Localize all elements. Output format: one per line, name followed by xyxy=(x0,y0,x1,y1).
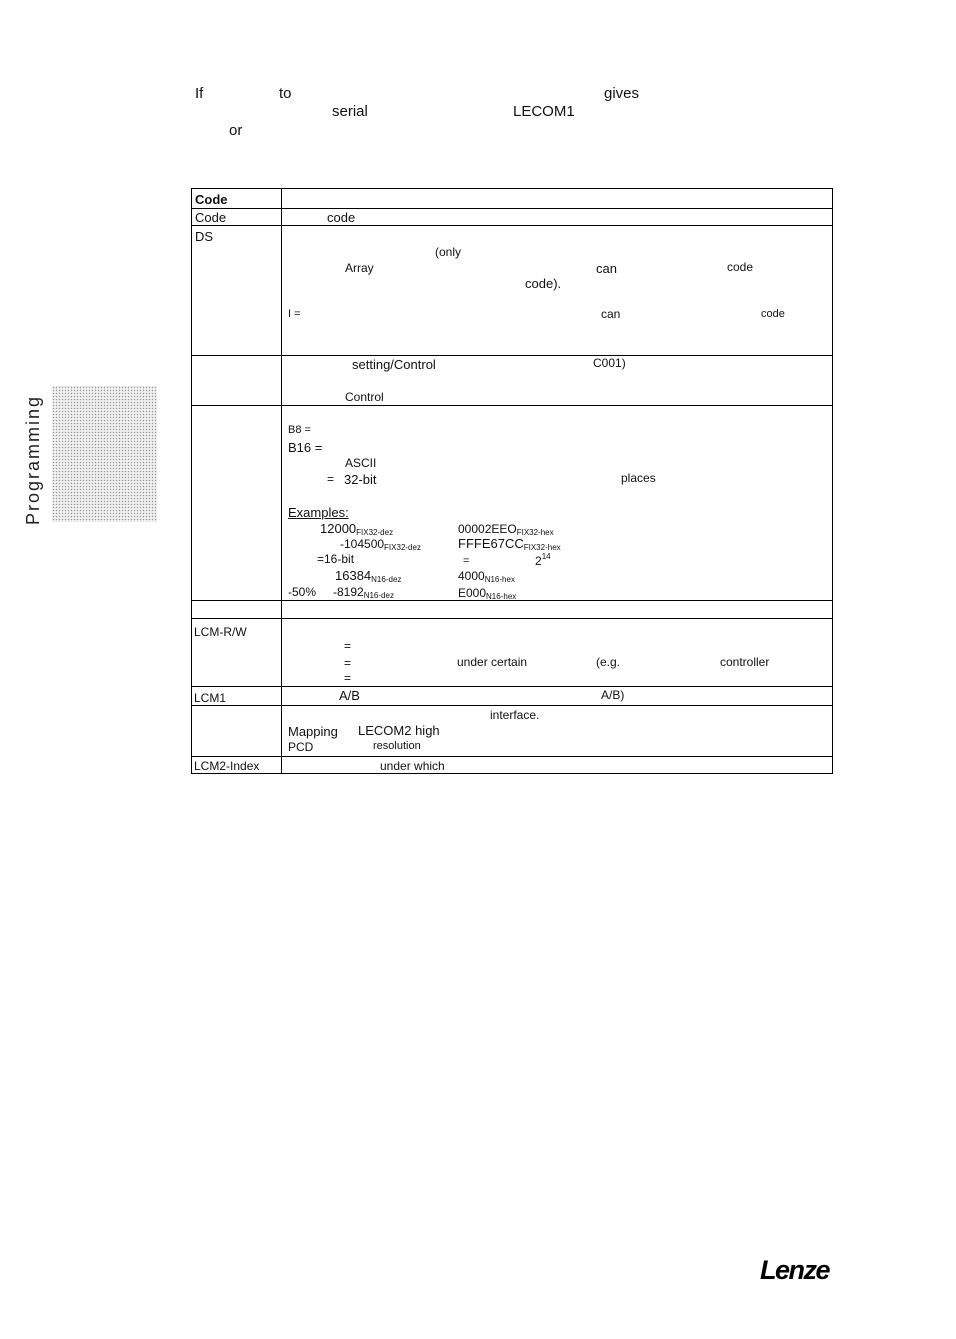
label-code-head: Code xyxy=(195,192,228,207)
setting-control-text: setting/Control xyxy=(352,357,436,372)
lcm1-ab-close: A/B) xyxy=(601,688,625,702)
lcm2-lecom2-high: LECOM2 high xyxy=(358,723,440,738)
intro-word-to: to xyxy=(279,85,292,102)
label-lcm-rw: LCM-R/W xyxy=(194,625,247,639)
example-2-hex: $FFFE67CC_{FIX32-hex}$ xyxy=(458,536,561,552)
lcm2-index-under-which: under which xyxy=(380,759,445,773)
label-code: Code xyxy=(195,210,227,225)
example-3-eq: = xyxy=(463,555,470,567)
example-5-value: $-8192_{N16-dez}$ xyxy=(333,585,394,600)
format-32bit: 32-bit xyxy=(344,472,377,487)
row-divider xyxy=(191,756,833,757)
row-divider xyxy=(191,208,833,209)
format-eq-32: = xyxy=(327,472,335,486)
row-divider xyxy=(191,686,833,687)
intro-word-gives: gives xyxy=(604,85,640,102)
ds-array: Array xyxy=(345,261,374,275)
ds-code-close: code). xyxy=(525,276,562,291)
label-lcm2-index: LCM2-Index xyxy=(194,759,260,773)
setting-c001: C001) xyxy=(593,356,626,370)
row-divider xyxy=(191,225,833,226)
lcm2-interface: interface. xyxy=(490,708,540,722)
intro-word-lecom1: LECOM1 xyxy=(513,103,575,120)
example-5-percent: -50% xyxy=(288,585,317,599)
examples-label: Examples: xyxy=(288,505,349,520)
example-1-value: $12000_{FIX32-dez}$ xyxy=(320,521,394,537)
example-2-value: $-104500_{FIX32-dez}$ xyxy=(340,537,421,552)
lcm2-pcd: PCD xyxy=(288,740,314,754)
row-code-text: code xyxy=(327,210,356,225)
table-bottom-border xyxy=(191,773,833,774)
format-ascii: ASCII xyxy=(345,456,377,470)
ds-i-eq: I = xyxy=(288,308,301,320)
intro-word-serial: serial xyxy=(332,103,368,120)
format-places: places xyxy=(621,471,656,485)
example-3-value: =16-bit xyxy=(317,552,355,566)
rw-eq-3: = xyxy=(344,671,352,685)
format-b16: B16 = xyxy=(288,440,323,455)
label-lcm1: LCM1 xyxy=(194,691,227,705)
ds-code-2: code xyxy=(761,308,785,320)
side-tab-label: Programming xyxy=(23,394,43,525)
intro-word-if: If xyxy=(195,85,204,102)
label-ds: DS xyxy=(195,229,214,244)
rw-eq-1: = xyxy=(344,639,352,653)
format-b8: B8 = xyxy=(288,424,311,436)
row-divider xyxy=(191,618,833,619)
row-divider xyxy=(191,405,833,406)
rw-controller: controller xyxy=(720,655,770,669)
lcm2-resolution: resolution xyxy=(373,740,421,752)
ds-only: (only xyxy=(435,245,462,259)
example-4-value: $16384_{N16-dez}$ xyxy=(335,568,402,584)
lenze-logo: Lenze xyxy=(760,1255,830,1285)
rw-eq-2: = xyxy=(344,656,352,670)
table-top-border xyxy=(191,188,833,189)
rw-eg: (e.g. xyxy=(596,655,621,669)
lcm1-ab: A/B xyxy=(339,688,360,703)
ds-code-1: code xyxy=(727,260,754,274)
ds-can-2: can xyxy=(601,307,621,321)
side-tab-pattern xyxy=(52,386,157,522)
intro-word-or: or xyxy=(229,122,243,139)
example-1-hex: $00002EEO_{FIX32-hex}$ xyxy=(458,522,554,537)
lcm2-mapping: Mapping xyxy=(288,724,338,739)
rw-under-certain: under certain xyxy=(457,655,528,669)
ds-can-1: can xyxy=(596,261,617,276)
example-3-power: $2^{14}$ xyxy=(535,552,551,568)
example-4-hex: $4000_{N16-hex}$ xyxy=(458,569,515,584)
row-divider xyxy=(191,355,833,356)
setting-control: Control xyxy=(345,390,384,404)
row-divider xyxy=(191,705,833,706)
example-5-hex: $E000_{N16-hex}$ xyxy=(458,586,517,601)
